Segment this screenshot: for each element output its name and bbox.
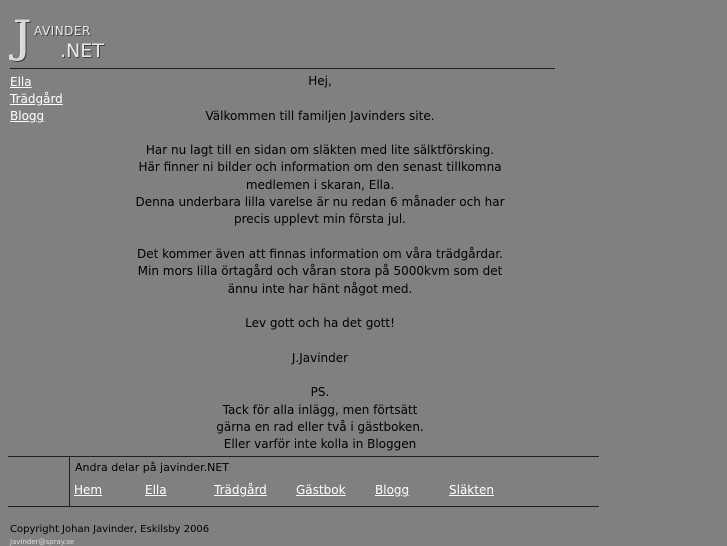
contact-email[interactable]: Javinder@spray.se [10,538,75,546]
footer-link-tradgard[interactable]: Trädgård [214,483,267,497]
footer-link-blogg[interactable]: Blogg [375,483,410,497]
footer-top-divider [8,456,599,457]
footer-link-ella[interactable]: Ella [145,483,167,497]
text-line: PS. [310,385,330,400]
closing-line: Lev gott och ha det gott! [245,316,395,331]
signature: J.Javinder [291,350,349,365]
footer-vertical-divider [69,457,70,506]
greeting: Hej, [308,74,332,88]
footer-link-gastbok[interactable]: Gästbok [296,483,346,497]
text-line: Har nu lagt till en sidan om släkten med lite sälktförsking. [145,143,495,158]
welcome-message [110,73,530,454]
postscript [110,384,530,453]
copyright-notice: Copyright Johan Javinder, Eskilsby 2006 [10,524,210,535]
family-paragraph [110,142,530,228]
text-line: Det kommer även att finnas information om våra trädgårdar. [137,246,503,261]
footer-heading: Andra delar på javinder.NET [75,461,230,474]
sidenav-link-tradgard[interactable]: Trädgård [10,92,63,106]
footer-link-hem[interactable]: Hem [74,483,103,497]
text-line: Denna underbara lilla varelse är nu redan 6 månader och har [135,195,505,210]
logo-initial: J [14,12,32,63]
welcome-line: Välkommen till familjen Javinders site. [205,108,435,123]
footer-link-slakten[interactable]: Släkten [449,483,494,497]
sidenav-link-ella[interactable]: Ella [10,75,32,89]
footer-bottom-divider [8,506,599,507]
logo-suffix: .NET [60,40,104,62]
text-line: Här finner ni bilder och information om den senast tillkomna [138,160,502,175]
text-line: medlemen i skaran, Ella. [245,177,395,192]
garden-paragraph [110,246,530,298]
text-line: Tack för alla inlägg, men förtsätt [222,402,418,417]
text-line: gärna en rad eller två i gästboken. [216,419,424,434]
text-line: ännu inte har hänt något med. [227,281,413,296]
text-line: Eller varför inte kolla in Bloggen [223,437,417,452]
text-line: precis upplevt min första jul. [233,212,406,227]
header-divider [10,68,555,69]
side-navigation [10,74,63,125]
sidenav-link-blogg[interactable]: Blogg [10,109,45,123]
text-line: Min mors lilla örtagård och våran stora på 5000kvm som det [137,264,503,279]
site-logo [12,14,122,66]
logo-name: AVINDER [34,24,91,38]
